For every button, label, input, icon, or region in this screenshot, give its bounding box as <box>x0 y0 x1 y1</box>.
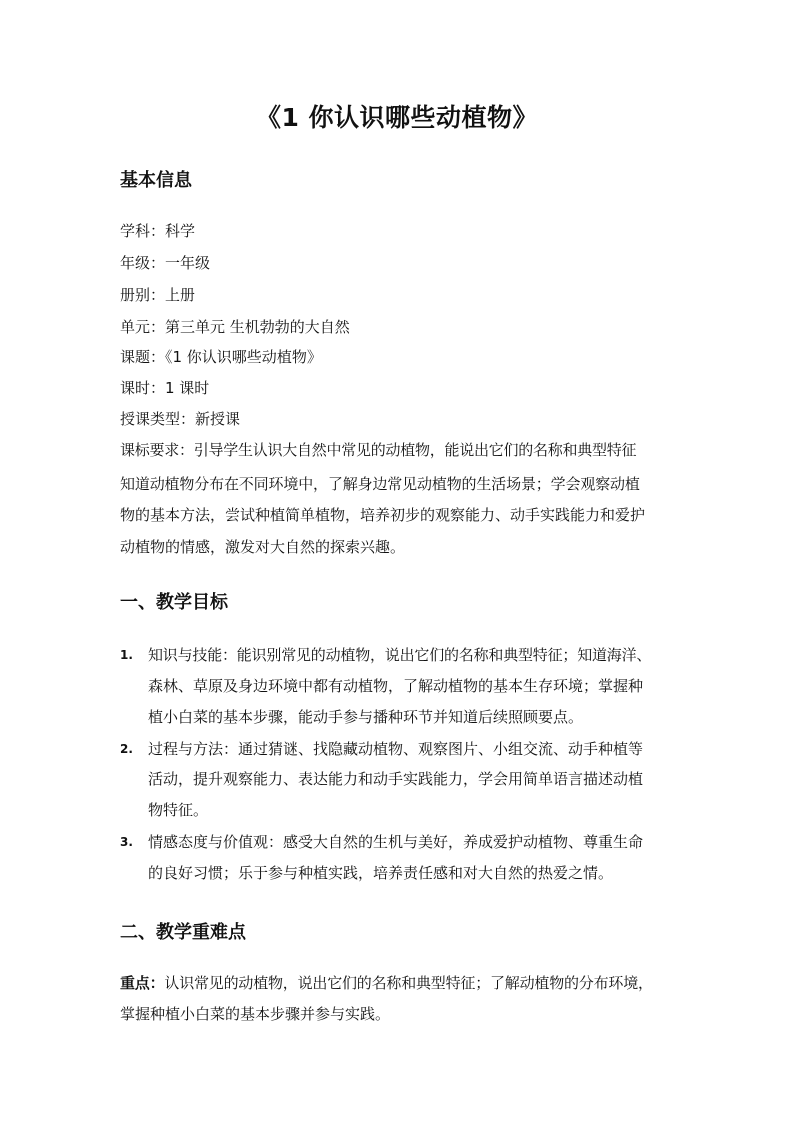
list-item-number: 2. <box>120 742 133 756</box>
info-topic: 课题：《1 你认识哪些动植物》 <box>120 348 322 366</box>
key-text: 认识常见的动植物，说出它们的名称和典型特征；了解动植物的分布环境， <box>164 974 653 992</box>
list-item-line: 过程与方法：通过猜谜、找隐藏动植物、观察图片、小组交流、动手种植等 <box>148 740 644 758</box>
list-item-line: 的良好习惯；乐于参与种植实践，培养责任感和对大自然的热爱之情。 <box>148 864 614 882</box>
list-item-line: 森林、草原及身边环境中都有动植物，了解动植物的基本生存环境；掌握种 <box>148 677 644 695</box>
list-item-line: 物特征。 <box>148 801 209 819</box>
standard-line: 物的基本方法，尝试种植简单植物，培养初步的观察能力、动手实践能力和爱护 <box>120 506 646 524</box>
key-label: 重点： <box>120 974 165 992</box>
list-item-line: 活动，提升观察能力、表达能力和动手实践能力，学会用简单语言描述动植 <box>148 770 644 788</box>
standard-line: 知道动植物分布在不同环境中，了解身边常见动植物的生活场景；学会观察动植 <box>120 475 640 493</box>
list-item-line: 植小白菜的基本步骤，能动手参与播种环节并知道后续照顾要点。 <box>148 708 584 726</box>
section-heading-objectives: 一、教学目标 <box>120 592 228 613</box>
list-item-number: 3. <box>120 835 133 849</box>
info-type: 授课类型：新授课 <box>120 410 241 428</box>
list-item-line: 知识与技能：能识别常见的动植物，说出它们的名称和典型特征；知道海洋、 <box>148 646 652 664</box>
standard-line: 动植物的情感，激发对大自然的探索兴趣。 <box>120 538 406 556</box>
key-points-line: 掌握种植小白菜的基本步骤并参与实践。 <box>120 1005 391 1023</box>
info-hours: 课时：1 课时 <box>120 379 210 397</box>
page-title: 《1 你认识哪些动植物》 <box>255 103 539 132</box>
basic-info-heading: 基本信息 <box>120 170 192 191</box>
section-heading-key-points: 二、教学重难点 <box>120 922 246 943</box>
list-item-line: 情感态度与价值观：感受大自然的生机与美好，养成爱护动植物、尊重生命 <box>148 833 644 851</box>
info-unit: 单元：第三单元 生机勃勃的大自然 <box>120 318 350 336</box>
standard-line: 课标要求：引导学生认识大自然中常见的动植物，能说出它们的名称和典型特征 <box>120 441 637 459</box>
list-item-number: 1. <box>120 648 133 662</box>
info-grade: 年级：一年级 <box>120 254 211 272</box>
info-volume: 册别：上册 <box>120 286 196 304</box>
info-subject: 学科：科学 <box>120 222 196 240</box>
key-points-line <box>120 973 653 993</box>
